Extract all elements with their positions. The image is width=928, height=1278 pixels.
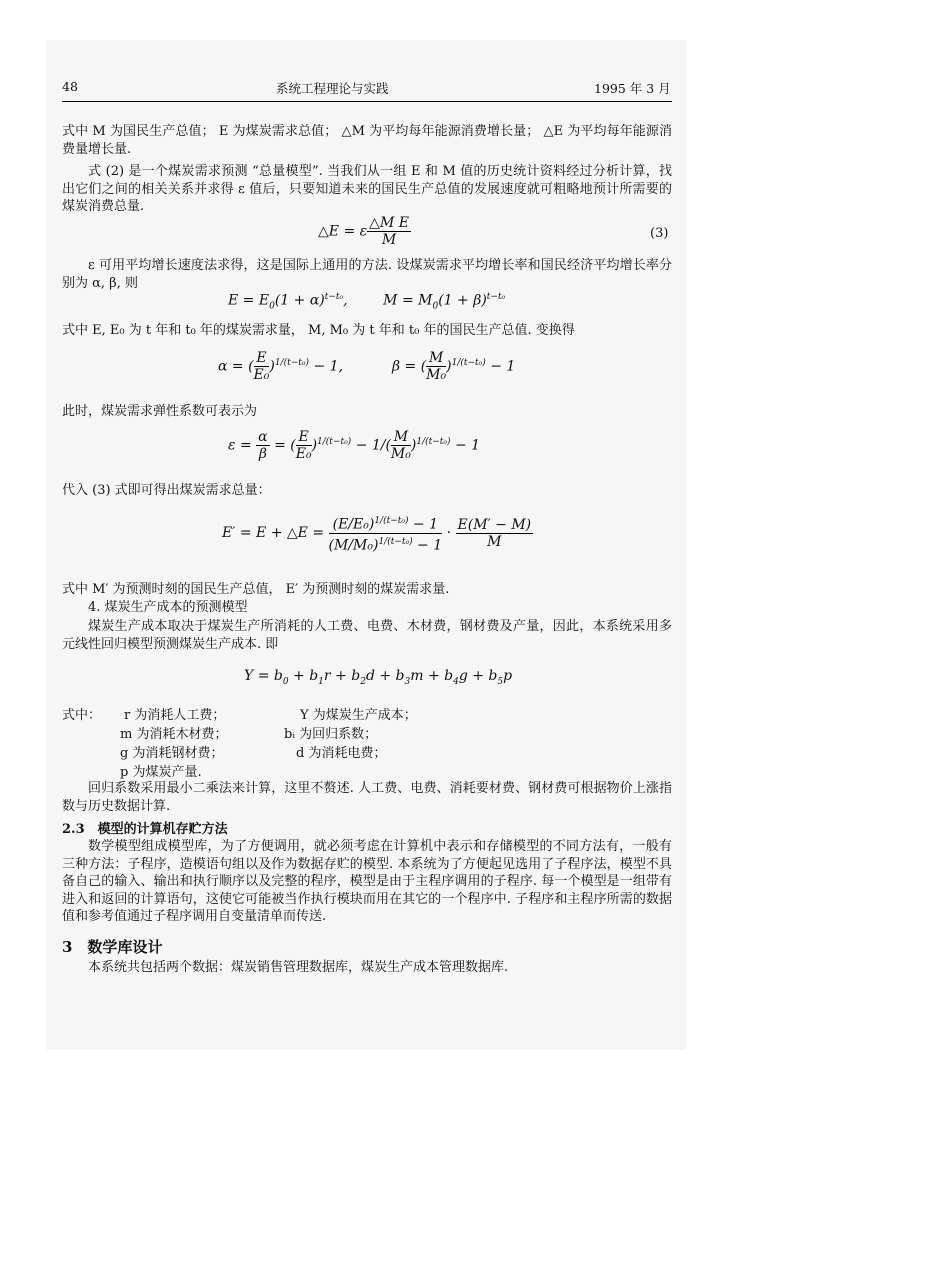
paragraph-definitions: 式中 M 为国民生产总值； E 为煤炭需求总值； △M 为平均每年能源消费增长量； △E 为平均每年能源消费量增长量. [62,124,672,157]
legend-d: d 为消耗电费； [296,746,387,761]
paragraph-model-storage: 数学模型组成模型库，为了方便调用，就必须考虑在计算机中表示和存储模型的不同方法有，一般有三种方法：子程序，造模语句组以及作为数据存贮的模型. 本系统为了方便起见选用了子程序法，模型不具备自己的输入、输出和执行顺序以及完整的程序，模型是由于主程序调用的子程序. 每一个模型是一组带有进入和返回的计算语句，这使它可能被当作执行模块而用在其它的一个程序中. 子程序和主程序所需的数据值和参考值通过子程序调用自变量清单而传送. [62,839,672,924]
paragraph-variables: 式中 E, E₀ 为 t 年和 t₀ 年的煤炭需求量， M, M₀ 为 t 年和 t₀ 年的国民生产总值. 变换得 [62,323,575,338]
equation-alpha-beta: α = ( $\frac{E}{\text{E₀}}$ )$^{1/(t-t_0)}$ − 1, β = ( $\frac{M}{\text{M₀}}$ )$^{1/(t-t_0)}$ − 1 [218,350,516,383]
section-3-title: 3 数学库设计 [62,938,163,956]
paragraph-cost-model: 煤炭生产成本取决于煤炭生产所消耗的人工费、电费、木材费，钢材费及产量，因此，本系统采用多元线性回归模型预测煤炭生产成本. 即 [62,619,672,652]
equation-3-tag: (3) [650,226,669,241]
legend-r: r 为消耗人工费； [124,708,226,723]
equation-3: △E = ε $\frac{\text{△M E}}{M}$ [318,215,409,248]
equation-growth: $E = E_0(1 + \alpha)^{t-t_0}$, $M = M_0(1 + \beta)^{t-t_0}$ [228,292,506,312]
legend-Y: Y 为煤炭生产成本； [300,708,417,723]
legend-m: m 为消耗木材费； [120,727,228,742]
equation-demand-total: E′ = E + △E = $\frac{(E/E_0)^{1/(t-t_0)} - 1}{(M/M_0)^{1/(t-t_0)} - 1}$ · $\frac{E(M' - M)}{M}$ [222,513,533,553]
paragraph-regression: 回归系数采用最小二乘法来计算，这里不赘述. 人工费、电费、消耗要材费、钢材费可根据物价上涨指数与历史数据计算. [62,781,672,814]
equation-regression: $Y = b_0 + b_1r + b_2d + b_3m + b_4g + b_5p$ [244,668,513,687]
paragraph-growth-rate: ε 可用平均增长速度法求得，这是国际上通用的方法. 设煤炭需求平均增长率和国民经济平均增长率分别为 α, β, 则 [62,258,672,291]
page-number: 48 [62,79,78,94]
equation-elasticity: ε = $\frac{\alpha}{\beta}$ = ( $\frac{E}{\text{E₀}}$ )$^{1/(t-t_0)}$ − 1/( $\frac{M}{\text{M₀}}$ )$^{1/(t-t_0)}$ − 1 [228,429,481,462]
legend-g: g 为消耗钢材费； [120,746,224,761]
legend-label: 式中： [62,708,102,723]
paragraph-forecast-vars: 式中 M′ 为预测时刻的国民生产总值， E′ 为预测时刻的煤炭需求量. [62,582,450,597]
paragraph-elasticity: 此时，煤炭需求弹性系数可表示为 [62,404,258,419]
legend-b: bᵢ 为回归系数； [284,727,378,742]
header-rule [62,101,672,102]
section-4-title: 4. 煤炭生产成本的预测模型 [88,600,248,615]
paragraph-total-model: 式 (2) 是一个煤炭需求预测 “总量模型”. 当我们从一组 E 和 M 值的历史统计资料经过分析计算，找出它们之间的相关关系并求得 ε 值后，只要知道未来的国民生产总值的发展速度就可粗略地预计所需要的煤炭消费总量. [62,164,672,214]
legend-p: p 为煤炭产量. [120,765,202,780]
journal-title: 系统工程理论与实践 [276,81,389,96]
paragraph-database: 本系统共包括两个数据：煤炭销售管理数据库，煤炭生产成本管理数据库. [88,960,509,975]
section-2-3-title: 2.3 模型的计算机存贮方法 [62,822,228,837]
paragraph-substitute: 代入 (3) 式即可得出煤炭需求总量： [62,483,271,498]
issue-date: 1995 年 3 月 [594,81,671,96]
